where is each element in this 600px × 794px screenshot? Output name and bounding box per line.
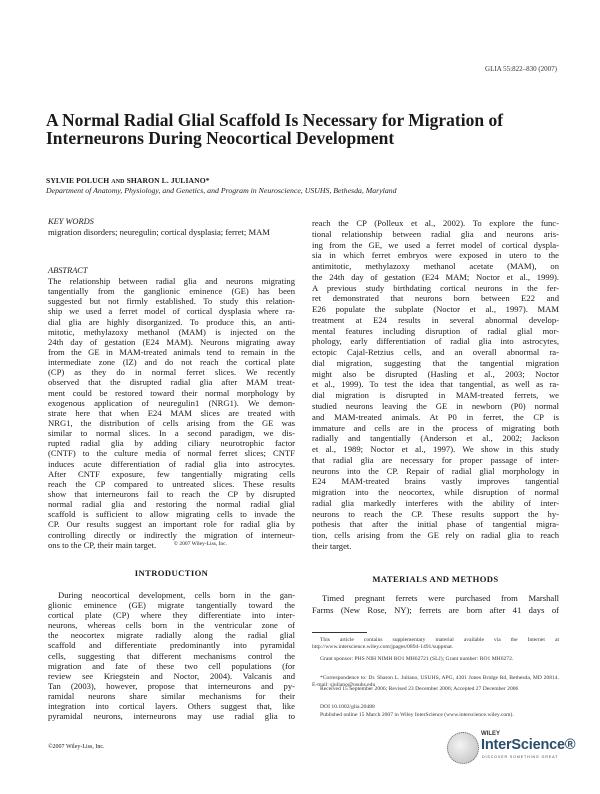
article-title: A Normal Radial Glial Scaffold Is Necessary for Migration of Interneurons During Neocortical Development [46, 110, 504, 148]
abstract-line: similar to normal slices. In a second paradigm, we dis- [48, 428, 295, 439]
intro-line: radially and tangentially (Anderson et al., 2002; Jackson [312, 433, 559, 444]
authors [46, 176, 210, 185]
author-conjunction: AND [111, 179, 125, 185]
footnote-grant [312, 656, 559, 663]
methods-body [312, 593, 559, 616]
intro-line: ectopic Cajal-Retzius cells, and an overall abnormal ra- [312, 347, 559, 358]
intro-line: dial migration, suggesting that the tangential migration [312, 357, 559, 368]
abstract-line: CP. Our results suggest an important role for radial glia by [48, 519, 295, 530]
abstract-line: NRG1, the distribution of cells arising from the GE was [48, 417, 295, 428]
abstract-line: strate here that when E24 MAM slices are treated with [48, 407, 295, 418]
intro-line: glionic eminence (GE) migrate tangentially toward the [48, 600, 295, 611]
intro-line: tion, cells arising from the GE rely on radial glia to reach [312, 530, 559, 541]
intro-line: and MAM-treated animals. At P0 in ferret, the CP is [312, 411, 559, 422]
intro-line: radial glia markedly interferes with the ability of inter- [312, 497, 559, 508]
intro-line: phology, early differentiation of radial glia into astrocytes, [312, 336, 559, 347]
abstract-line: After CNTF exposure, few tangentially migrating cells [48, 468, 295, 479]
journal-reference: GLIA 55:822–830 (2007) [485, 65, 557, 73]
intro-line: Tan (2003), however, propose that interneurons and py- [48, 680, 295, 691]
intro-line: might also be disrupted (Hasling et al., 2003; Noctor [312, 368, 559, 379]
logo-name: InterScience® [481, 737, 576, 753]
abstract-line: intermediate zone (IZ) and do not reach the cortical plate [48, 357, 295, 368]
abstract-line: 24th day of gestation (E24 MAM). Neurons migrating away [48, 336, 295, 347]
abstract-heading: ABSTRACT [48, 266, 88, 275]
intro-line: et al., 1989; Noctor et al., 1997). We show in this study [312, 444, 559, 455]
intro-line: their target. [312, 540, 352, 551]
intro-line: E24 MAM-treated brains vastly improves tangential [312, 476, 559, 487]
intro-line: migration and fate of these two cell populations (for [48, 660, 295, 671]
abstract-line: scaffold is sufficient to allow migrating cells to invade the [48, 509, 295, 520]
intro-line: the 24th day of gestation (E24 MAM; Noctor et al., 1999). [312, 271, 559, 282]
abstract-line: suggested but not firmly established. To study this relation- [48, 296, 295, 307]
intro-line: sia in which ferret embryos were exposed in utero to the [312, 250, 559, 261]
abstract-line: tangentially from the ganglionic eminence (GE) has been [48, 286, 295, 297]
abstract-line: exogenous application of neuregulin1 (NRG1). We demon- [48, 397, 295, 408]
abstract-line: dial glia are highly disorganized. To produce this, an anti- [48, 316, 295, 327]
intro-line: cortical plate (CP) where they differentiate into inter- [48, 610, 295, 621]
abstract-line: rupted radial glia by adding ciliary neurotrophic factor [48, 438, 295, 449]
intro-line: scaffold and differentiate predominantly into pyramidal [48, 640, 295, 651]
intro-line: E26 populate the subplate (Noctor et al., 1997). MAM [312, 304, 559, 315]
footnote-text: Published online 15 March 2007 in Wiley InterScience (www.interscience.wiley.com). [320, 712, 514, 718]
footnote-rule [312, 632, 367, 633]
abstract-body [48, 276, 295, 550]
abstract-line: observed that the disrupted radial glia after MAM treat- [48, 377, 295, 388]
affiliation: Department of Anatomy, Physiology, and Genetics, and Program in Neuroscience, USUHS, Bethesda, Maryland [46, 186, 397, 195]
intro-line: ramidal neurons share similar mechanisms for their [48, 690, 295, 701]
intro-line: A previous study birthdating cortical neurons in the fer- [312, 282, 559, 293]
intro-line: integration into cortical layers. Others suggest that, like [48, 701, 295, 712]
footnote-text: *Correspondence to: Dr. Sharon L. Juliano, USUHS, APG, 4301 Jones Bridge Rd, Bethesda, MD 20814. E-mail: sjuliano@usuhs.edu [312, 675, 559, 688]
intro-line: pothesis that after the initial phase of tangential migra- [312, 519, 559, 530]
intro-line: reach the CP (Polleux et al., 2002). To explore the func- [312, 218, 559, 228]
footnote-text: Received 15 September 2006; Revised 23 December 2006; Accepted 27 December 2006 [320, 686, 519, 692]
intro-line: dial migration is disrupted in MAM-treated ferrets, we [312, 390, 559, 401]
footnote-dates [312, 686, 559, 693]
intro-line: ing from the GE, we used a ferret model of cortical dyspla- [312, 239, 559, 250]
methods-line: Timed pregnant ferrets were purchased from Marshall [322, 593, 559, 603]
intro-line: neurons into the CP. Repair of radial glial morphology in [312, 465, 559, 476]
introduction-body-right [312, 218, 559, 552]
intro-line: the neocortex migrate radially along the radial glial [48, 630, 295, 641]
intro-line: that radial glia are necessary for proper passage of inter- [312, 454, 559, 465]
footnote-text: This article contains supplementary material available via the Internet at http://www.interscience.wiley.com/jpages/0894-1491/suppmat. [312, 637, 559, 650]
footnote-text: DOI 10.1002/glia.20488 [320, 704, 375, 710]
abstract-line: show that interneurons fail to reach the CP by disrupted [48, 488, 295, 499]
intro-line: antimitotic, methylazoxy methanol acetate (MAM), on [312, 261, 559, 272]
abstract-line: The relationship between radial glia and neurons migrating [48, 276, 295, 286]
intro-line: During neocortical development, cells born in the gan- [58, 590, 295, 600]
abstract-copyright: © 2007 Wiley-Liss, Inc. [173, 540, 227, 547]
introduction-heading: INTRODUCTION [134, 568, 209, 578]
abstract-line: controlling directly or indirectly the migration of interneur- [48, 529, 295, 540]
page-copyright: ©2007 Wiley-Liss, Inc. [48, 744, 105, 750]
intro-line: cells, suggesting that different mechanisms control the [48, 650, 295, 661]
intro-line: studied neurons leaving the GE in newborn (P0) normal [312, 401, 559, 412]
footnote-supplementary [312, 637, 559, 651]
intro-line: ret demonstrated that neurons born between E22 and [312, 293, 559, 304]
footnote-text: Grant sponsor: PHS NIH NIMH RO1 MH62721 (SLJ); Grant number: RO1 MH6272. [320, 656, 514, 662]
footnote-doi [312, 704, 559, 711]
abstract-line: ons to the CP, their main target. [48, 539, 157, 550]
introduction-body-left [48, 590, 295, 721]
intro-line: neurons, whereas cells born in the ventricular zone of [48, 620, 295, 631]
intro-line: pyramidal neurons, interneurons may use radial glia to [48, 711, 295, 722]
intro-line: neurons to reach the CP. These results support the hy- [312, 508, 559, 519]
intro-line: tional relationship between radial glia and neurons aris- [312, 228, 559, 239]
intro-line: treatment at E24 results in several abnormal develop- [312, 314, 559, 325]
abstract-line: ship we used a ferret model of cortical dysplasia where ra- [48, 306, 295, 317]
abstract-line: from the GE in MAM-treated animals tend to remain in the [48, 346, 295, 357]
abstract-line: induces acute differentiation of radial glia into astrocytes. [48, 458, 295, 469]
footnote-published [312, 712, 559, 719]
abstract-line: (CNTF) to the culture media of normal ferret slices; CNTF [48, 448, 295, 459]
intro-line: immature and cells are in the process of migrating both [312, 422, 559, 433]
logo-tagline: DISCOVER SOMETHING GREAT [482, 755, 559, 759]
abstract-line: (CP) as they do in normal ferret slices. We recently [48, 367, 295, 378]
methods-heading: MATERIALS AND METHODS [372, 574, 499, 584]
abstract-line: mitotic, methylazoxy methanol (MAM) is injected on the [48, 326, 295, 337]
intro-line: review see Kriegstein and Noctor, 2004). Valcanis and [48, 670, 295, 681]
author-2: SHARON L. JULIANO* [126, 176, 210, 185]
intro-line: et al., 1999). To test the idea that tangential, as well as ra- [312, 379, 559, 390]
keywords-text: migration disorders; neuregulin; cortical dysplasia; ferret; MAM [48, 227, 270, 237]
intro-line: migration into the neocortex, while disruption of normal [312, 487, 559, 498]
author-1: SYLVIE POLUCH [46, 176, 110, 185]
abstract-line: reach the CP compared to untreated slices. These results [48, 478, 295, 489]
abstract-line: ment could be restored toward their normal morphology by [48, 387, 295, 398]
wiley-interscience-logo [447, 730, 576, 764]
logo-brand: WILEY [481, 731, 500, 737]
methods-line: Farms (New Rose, NY); ferrets are born after 41 days of [312, 604, 559, 615]
keywords-heading: KEY WORDS [48, 217, 94, 226]
globe-icon [447, 732, 479, 764]
intro-line: mental features including disruption of radial glial mor- [312, 325, 559, 336]
abstract-line: normal radial glia and restoring the normal radial glial [48, 499, 295, 510]
